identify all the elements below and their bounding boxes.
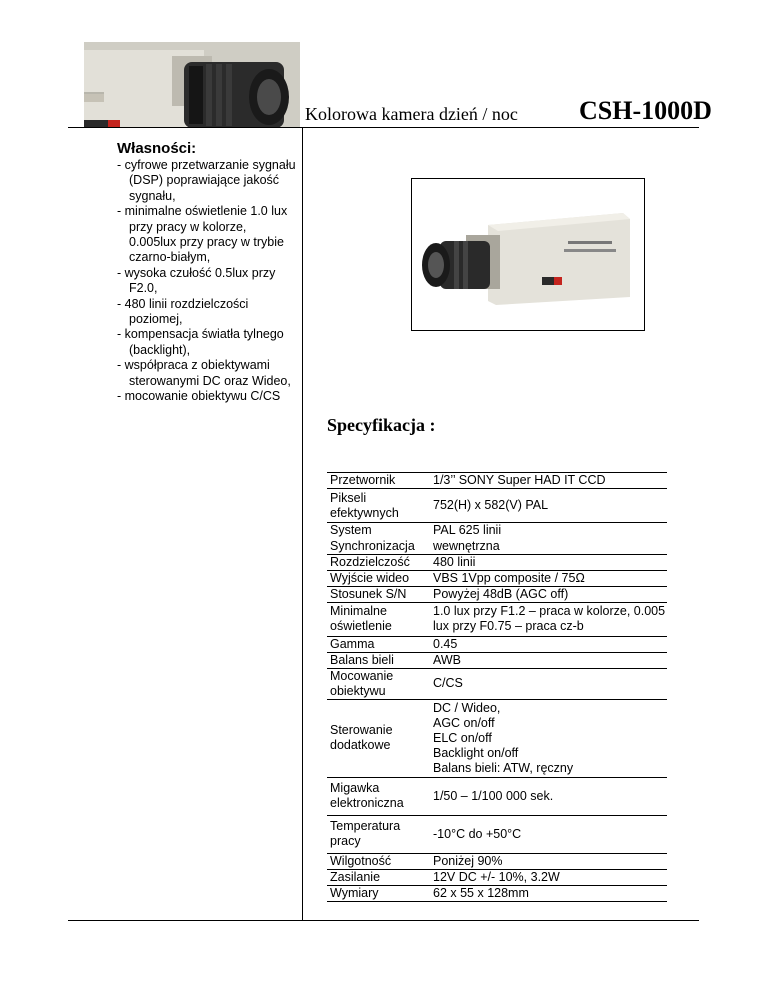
spec-key: Stosunek S/N (327, 586, 430, 602)
spec-value: VBS 1Vpp composite / 75Ω (430, 570, 667, 586)
spec-value: PAL 625 linii (430, 523, 667, 539)
camera-photo-top (84, 42, 300, 128)
spec-key: Migawka elektroniczna (327, 777, 430, 815)
spec-key: Rozdzielczość (327, 554, 430, 570)
spec-value: 480 linii (430, 554, 667, 570)
spec-value: Poniżej 90% (430, 853, 667, 869)
spec-value: C/CS (430, 668, 667, 699)
table-row (327, 586, 667, 602)
spec-key: Wyjście wideo (327, 570, 430, 586)
feature-item: - 480 linii rozdzielczości poziomej, (117, 296, 249, 327)
table-row (327, 885, 667, 901)
table-row (327, 777, 667, 815)
table-row (327, 554, 667, 570)
spec-value: -10°C do +50°C (430, 815, 667, 853)
header-divider (68, 127, 699, 128)
features-title: Własności: (117, 140, 197, 157)
table-row (327, 636, 667, 652)
spec-key: Przetwornik (327, 473, 430, 489)
spec-value: 1/3’’ SONY Super HAD IT CCD (430, 473, 667, 489)
column-divider (302, 127, 303, 920)
table-row (327, 602, 667, 636)
spec-key: Minimalne oświetlenie (327, 602, 430, 636)
model-number: CSH-1000D (579, 96, 712, 125)
spec-key: System (327, 523, 430, 539)
spec-key: Pikseli efektywnych (327, 489, 430, 523)
spec-value: 0.45 (430, 636, 667, 652)
table-row (327, 523, 667, 539)
footer-divider (68, 920, 699, 921)
spec-key: Balans bieli (327, 652, 430, 668)
table-row (327, 652, 667, 668)
spec-title: Specyfikacja : (327, 415, 436, 435)
table-row (327, 869, 667, 885)
spec-key: Gamma (327, 636, 430, 652)
spec-value: 1/50 – 1/100 000 sek. (430, 777, 667, 815)
feature-item: - minimalne oświetlenie 1.0 lux przy pracy w kolorze, 0.005lux przy pracy w trybie czarno-białym, (117, 204, 288, 265)
spec-key: Sterowanie dodatkowe (327, 699, 430, 777)
spec-table (327, 472, 667, 902)
feature-item: - współpraca z obiektywami sterowanymi DC oraz Wideo, (117, 358, 291, 388)
spec-key: Wilgotność (327, 853, 430, 869)
feature-item: - mocowanie obiektywu C/CS (117, 389, 281, 404)
features-list (117, 158, 297, 405)
spec-value: 1.0 lux przy F1.2 – praca w kolorze, 0.005 lux przy F0.75 – praca cz-b (430, 602, 667, 636)
table-row (327, 815, 667, 853)
spec-key: Wymiary (327, 885, 430, 901)
spec-value: 62 x 55 x 128mm (430, 885, 667, 901)
spec-value: wewnętrzna (433, 538, 500, 553)
spec-key: Mocowanie obiektywu (327, 668, 430, 699)
spec-value: 12V DC +/- 10%, 3.2W (430, 869, 667, 885)
feature-item: - wysoka czułość 0.5lux przy F2.0, (117, 265, 276, 296)
spec-key: Zasilanie (327, 869, 430, 885)
table-row (327, 699, 667, 777)
spec-value: 752(H) x 582(V) PAL (430, 489, 667, 523)
table-row (327, 473, 667, 489)
spec-value: DC / Wideo, AGC on/off ELC on/off Backlight on/off Balans bieli: ATW, ręczny (430, 699, 667, 777)
spec-value: AWB (430, 652, 667, 668)
table-row (327, 489, 667, 523)
spec-key: Temperatura pracy (327, 815, 430, 853)
spec-key: Synchronizacja (330, 538, 415, 553)
table-row (327, 539, 667, 555)
spec-value: Powyżej 48dB (AGC off) (430, 586, 667, 602)
feature-item: - cyfrowe przetwarzanie sygnału (DSP) poprawiające jakość sygnału, (117, 158, 296, 203)
product-subtitle: Kolorowa kamera dzień / noc (305, 104, 518, 124)
feature-item: - kompensacja światła tylnego (backlight), (117, 327, 284, 357)
table-row (327, 853, 667, 869)
table-row (327, 668, 667, 699)
table-row (327, 570, 667, 586)
camera-photo-main (418, 205, 636, 315)
